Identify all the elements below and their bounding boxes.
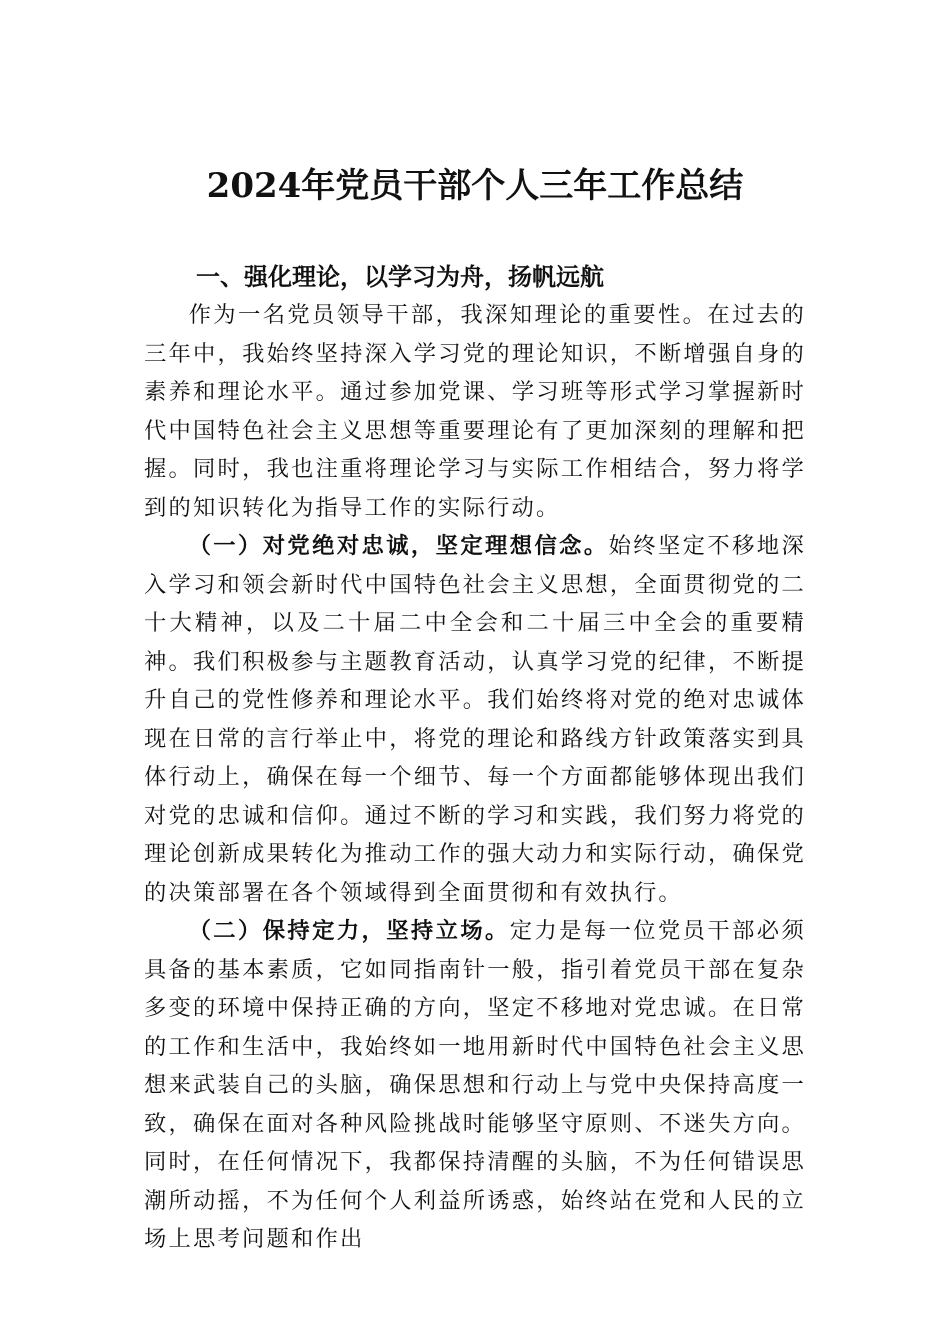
paragraph-intro — [144, 296, 806, 527]
paragraph-loyalty — [144, 527, 806, 912]
paragraph-loyalty-text: 始终坚定不移地深入学习和领会新时代中国特色社会主义思想，全面贯彻党的二十大精神，以及二十届二中全会和二十届三中全会的重要精神。我们积极参与主题教育活动，认真学习党的纪律，不断提升自己的党性修养和理论水平。我们始终将对党的绝对忠诚体现在日常的言行举止中，将党的理论和路线方针政策落实到具体行动上，确保在每一个细节、每一个方面都能够体现出我们对党的忠诚和信仰。通过不断的学习和实践，我们努力将党的理论创新成果转化为推动工作的强大动力和实际行动，确保党的决策部署在各个领域得到全面贯彻和有效执行。 — [144, 533, 806, 906]
document-title: 2024年党员干部个人三年工作总结 — [206, 166, 744, 206]
paragraph-resolve-text: 定力是每一位党员干部必须具备的基本素质，它如同指南针一般，指引着党员干部在复杂多变的环境中保持正确的方向，坚定不移地对党忠诚。在日常的工作和生活中，我始终如一地用新时代中国特色社会主义思想来武装自己的头脑，确保思想和行动上与党中央保持高度一致，确保在面对各种风险挑战时能够坚守原则、不迷失方向。同时，在任何情况下，我都保持清醒的头脑，不为任何错误思潮所动摇，不为任何个人利益所诱惑，始终站在党和人民的立场上思考问题和作出 — [144, 918, 806, 1252]
section-heading: 一、强化理论，以学习为舟，扬帆远航 — [196, 263, 604, 291]
paragraph-intro-text: 作为一名党员领导干部，我深知理论的重要性。在过去的三年中，我始终坚持深入学习党的理论知识，不断增强自身的素养和理论水平。通过参加党课、学习班等形式学习掌握新时代中国特色社会主义思想等重要理论有了更加深刻的理解和把握。同时，我也注重将理论学习与实际工作相结合，努力将学到的知识转化为指导工作的实际行动。 — [144, 302, 806, 521]
paragraph-loyalty-lead: （一）对党绝对忠诚，坚定理想信念。 — [188, 533, 609, 559]
paragraph-resolve-lead: （二）保持定力，坚持立场。 — [188, 918, 510, 944]
paragraph-resolve — [144, 912, 806, 1259]
document-body — [144, 258, 806, 1259]
